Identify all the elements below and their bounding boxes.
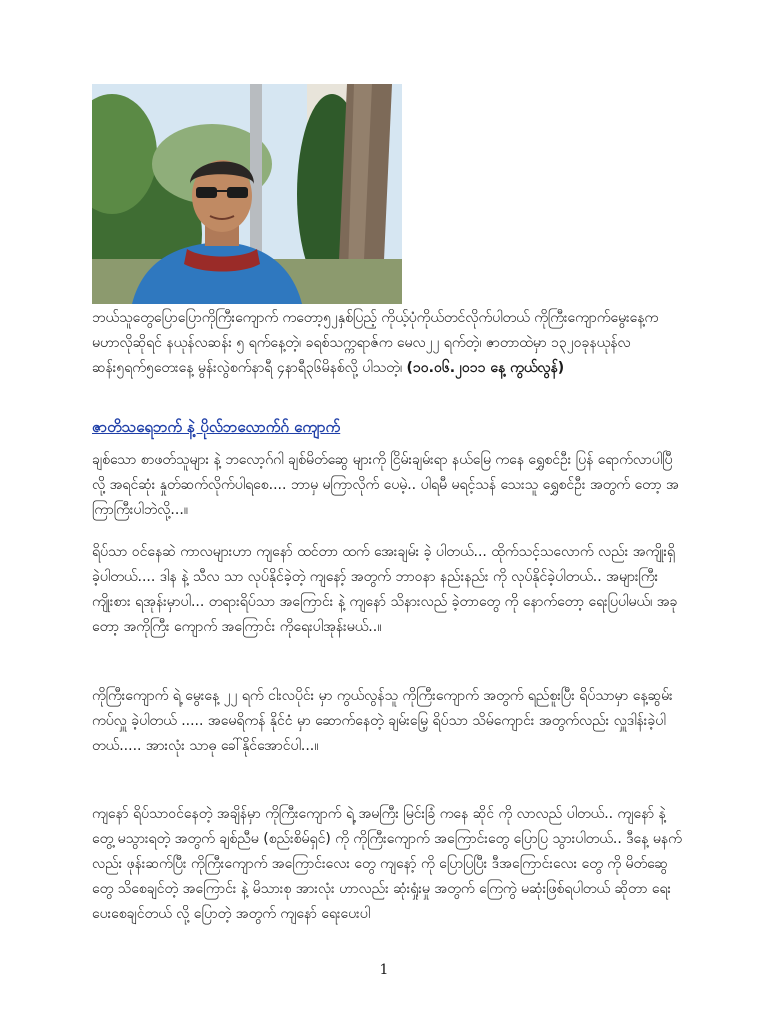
author-photo-image [92,84,402,304]
paragraph-2: ရိပ်သာ ဝင်နေဆဲ ကာလများဟာ ကျနော် ထင်တာ ထက် အေးချမ်း ခဲ့ ပါတယ်... ထိုက်သင့်သလောက် လည်း အကျိုးရှိခဲ့ပါတယ်.... ဒါန နဲ့ သီလ သာ လုပ်နိုင်ခဲ့တဲ့ ကျနော့် အတွက် ဘာဝနာ နည်းနည်း ကို လုပ်နိုင်ခဲ့ပါတယ်.. အများကြီး ကျိုးစား ရအုန်းမှာပါ... တရားရိပ်သာ အကြောင်း နဲ့ ကျနော် သိနားလည် ခဲ့တာတွေ ကို နောက်တော့ ရေးပြပါမယ်၊ အခုတော့ အကိုကြီး ကျောက် အကြောင်း ကိုရေးပါအုန်းမယ်..။ [92,544,678,635]
page-number: 1 [379,962,389,978]
intro-date: (၁၀.၀၆.၂၀၁၁ နေ့ ကွယ်လွန်) [406,360,565,376]
intro-paragraph [92,306,682,381]
paragraph-4: ကျနော် ရိပ်သာဝင်နေတဲ့ အချိန်မှာ ကိုကြီးကျောက် ရဲ့ အမကြီး မြင်းခြံ ကနေ ဆိုင် ကို လာလည် ပါတယ်.. ကျနော် နဲ့ တွေ့ မသွားရတဲ့ အတွက် ချစ်ညီမ (စည်းစိမ်ရှင်) ကို ကိုကြီးကျောက် အကြောင်းတွေ ပြောပြ သွားပါတယ်.. ဒီနေ့ မနက်လည်း ဖုန်းဆက်ပြီး ကိုကြီးကျောက် အကြောင်းလေး တွေ ကျနော့် ကို ပြောပြပြီး ဒီအကြောင်းလေး တွေ ကို မိတ်ဆွေ တွေ သိစေချင်တဲ့ အကြောင်း နဲ့ မိသားစု အားလုံး ဟာလည်း ဆုံးရှုံးမှု အတွက် ကြေကွဲ မဆုံးဖြစ်ရပါတယ် ဆိုတာ ရေးပေးစေချင်တယ် လို့ ပြောတဲ့ အတွက် ကျနော် ရေးပေးပါ [92,806,682,922]
intro-text: ဘယ်သူတွေပြောပြောကိုကြီးကျောက် ကတော့၅၂နှစ်ပြည့် ကိုယ့်ပုံကိုယ်တင်လိုက်ပါတယ် ကိုကြီးကျောက်မွေးနေ့က မဟာလိုဆိုရင် နယုန်လဆန်း ၅ ရက်နေ့တဲ့၊ ခရစ်သက္ကရာဇ်က မေလ၂၂ ရက်တဲ့၊ ဇာတာထဲမှာ ၁၃၂၀ခုနယုန်လဆန်း၅ရက်၅တေးနေ့ မွန်းလွဲစက်နာရီ ၄နာရီ၃၆မိနစ်လို့ ပါသတဲ့၊ [92,310,659,376]
paragraph-1: ချစ်သော စာဖတ်သူများ နဲ့ ဘလော့ဂ်ဂါ ချစ်မိတ်ဆွေ များကို ငြိမ်းချမ်းရာ နယ်မြေ ကနေ ရွှေစင်ဦး ပြန် ရောက်လာပါပြီ လို့ အရင်ဆုံး နှုတ်ဆက်လိုက်ပါရစေ.... ဘာမှ မကြာလိုက် ပေမဲ့.. ပါရမီ မရင့်သန် သေးသူ ရွှေစင်ဦး အတွက် တော့ အကြာကြီးပါဘဲလို့...။ [92,452,679,518]
section-heading-link[interactable]: ဇာတိသရေဘက် နဲ့ ပိုလ်ဘလောက်ဂ် ကျောက် [92,418,341,436]
author-photo [92,84,402,304]
paragraph-3: ကိုကြီးကျောက် ရဲ့ မွေးနေ့ ၂၂ ရက် ငါးလပိုင်း မှာ ကွယ်လွန်သူ ကိုကြီးကျောက် အတွက် ရည်စူးပြီး ရိပ်သာမှာ နေ့ဆွမ်း ကပ်လှူ ခဲ့ပါတယ် ..... အမေရိကန် နိုင်ငံ မှာ ဆောက်နေတဲ့ ချမ်းမြေ့ ရိပ်သာ သိမ်ကျောင်း အတွက်လည်း လှူဒါန်းခဲ့ပါတယ်..... အားလုံး သာဓု ခေါ်နိုင်အောင်ပါ...။ [92,688,673,754]
